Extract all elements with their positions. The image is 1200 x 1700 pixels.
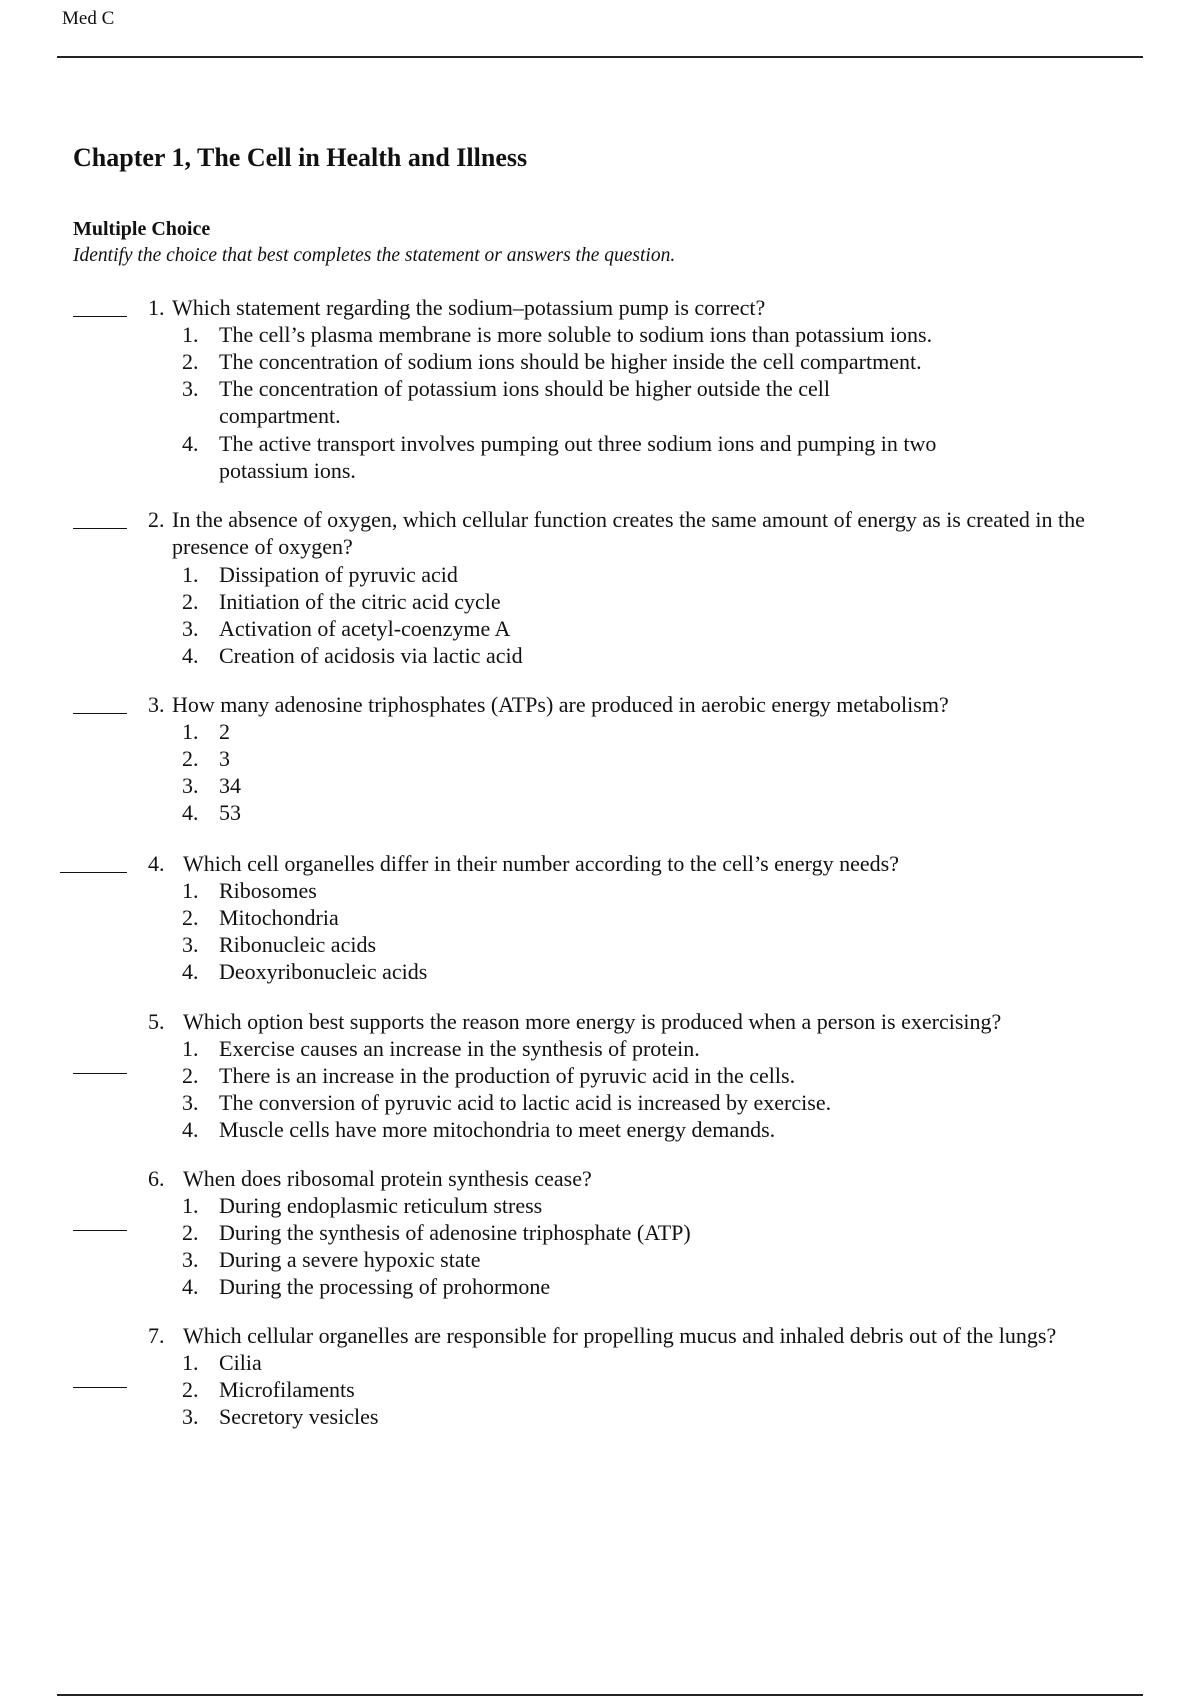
question-text: Which option best supports the reason more energy is produced when a person is exercising? [183, 1009, 1002, 1034]
choice-number: 3. [182, 932, 199, 957]
choice-text: The conversion of pyruvic acid to lactic acid is increased by exercise. [219, 1090, 832, 1115]
choice-text: Dissipation of pyruvic acid [219, 562, 458, 587]
answer-blank[interactable] [73, 528, 127, 529]
choice-number: 2. [182, 1063, 199, 1088]
answer-blank[interactable] [73, 1387, 127, 1388]
choice-text: Ribonucleic acids [219, 932, 377, 957]
question-number: 3. [148, 692, 165, 717]
choice-number: 4. [182, 1274, 199, 1299]
question-number: 5. [148, 1009, 165, 1034]
question-text: Which cellular organelles are responsible for propelling mucus and inhaled debris out of the lungs? [183, 1323, 1057, 1348]
choice-text: The active transport involves pumping out three sodium ions and pumping in two potassium ions. [219, 431, 937, 483]
question-text: In the absence of oxygen, which cellular function creates the same amount of energy as is created in the presence of oxygen? [172, 507, 1085, 559]
choice-number: 4. [182, 643, 199, 668]
choice-number: 3. [182, 773, 199, 798]
choice-number: 4. [182, 431, 199, 456]
choice-text: Muscle cells have more mitochondria to meet energy demands. [219, 1117, 776, 1142]
choice-number: 2. [182, 746, 199, 771]
choice-text: Deoxyribonucleic acids [219, 959, 428, 984]
choice-text: During the processing of prohormone [219, 1274, 551, 1299]
choice-text: 2 [219, 719, 230, 744]
question-text: Which statement regarding the sodium–potassium pump is correct? [172, 295, 766, 320]
answer-blank[interactable] [73, 713, 127, 714]
choice-number: 1. [182, 322, 199, 347]
choice-text: 53 [219, 800, 241, 825]
choice-text: Cilia [219, 1350, 262, 1375]
answer-blank[interactable] [60, 872, 127, 873]
answer-blank[interactable] [73, 1073, 127, 1074]
choice-number: 3. [182, 1247, 199, 1272]
choice-number: 4. [182, 1117, 199, 1142]
choice-text: Initiation of the citric acid cycle [219, 589, 501, 614]
choice-text: Secretory vesicles [219, 1404, 379, 1429]
choice-number: 2. [182, 1377, 199, 1402]
answer-blank[interactable] [73, 1230, 127, 1231]
choice-number: 3. [182, 1404, 199, 1429]
question-text: Which cell organelles differ in their number according to the cell’s energy needs? [183, 851, 899, 876]
chapter-title: Chapter 1, The Cell in Health and Illness [73, 143, 528, 172]
question-text: How many adenosine triphosphates (ATPs) are produced in aerobic energy metabolism? [172, 692, 949, 717]
choice-text: During endoplasmic reticulum stress [219, 1193, 543, 1218]
question-number: 7. [148, 1323, 165, 1348]
choice-text: Microfilaments [219, 1377, 355, 1402]
choice-text: The concentration of potassium ions should be higher outside the cell compartment. [219, 376, 830, 428]
choice-text: Activation of acetyl-coenzyme A [219, 616, 511, 641]
choice-number: 1. [182, 719, 199, 744]
section-instructions: Identify the choice that best completes the statement or answers the question. [73, 245, 676, 266]
section-title: Multiple Choice [73, 218, 211, 240]
choice-number: 1. [182, 878, 199, 903]
choice-text: Mitochondria [219, 905, 339, 930]
choice-number: 1. [182, 1036, 199, 1061]
choice-number: 3. [182, 376, 199, 401]
choice-number: 3. [182, 616, 199, 641]
choice-number: 2. [182, 349, 199, 374]
choice-text: Exercise causes an increase in the synthesis of protein. [219, 1036, 700, 1061]
choice-text: Ribosomes [219, 878, 317, 903]
question-number: 6. [148, 1166, 165, 1191]
choice-text: 34 [219, 773, 241, 798]
choice-number: 2. [182, 589, 199, 614]
question-number: 1. [148, 295, 165, 320]
question-text: When does ribosomal protein synthesis cease? [183, 1166, 592, 1191]
choice-text: During a severe hypoxic state [219, 1247, 481, 1272]
choice-text: The cell’s plasma membrane is more soluble to sodium ions than potassium ions. [219, 322, 933, 347]
question-number: 4. [148, 851, 165, 876]
question-number: 2. [148, 507, 165, 532]
choice-number: 4. [182, 959, 199, 984]
choice-text: There is an increase in the production of pyruvic acid in the cells. [219, 1063, 796, 1088]
choice-number: 4. [182, 800, 199, 825]
header-divider [57, 56, 1143, 58]
choice-number: 1. [182, 562, 199, 587]
choice-number: 3. [182, 1090, 199, 1115]
choice-text: During the synthesis of adenosine triphosphate (ATP) [219, 1220, 691, 1245]
choice-text: 3 [219, 746, 230, 771]
answer-blank[interactable] [73, 316, 127, 317]
header-label: Med C [62, 8, 115, 29]
choice-number: 2. [182, 905, 199, 930]
choice-number: 1. [182, 1193, 199, 1218]
choice-number: 2. [182, 1220, 199, 1245]
choice-number: 1. [182, 1350, 199, 1375]
choice-text: The concentration of sodium ions should be higher inside the cell compartment. [219, 349, 922, 374]
choice-text: Creation of acidosis via lactic acid [219, 643, 523, 668]
footer-divider [57, 1694, 1143, 1696]
